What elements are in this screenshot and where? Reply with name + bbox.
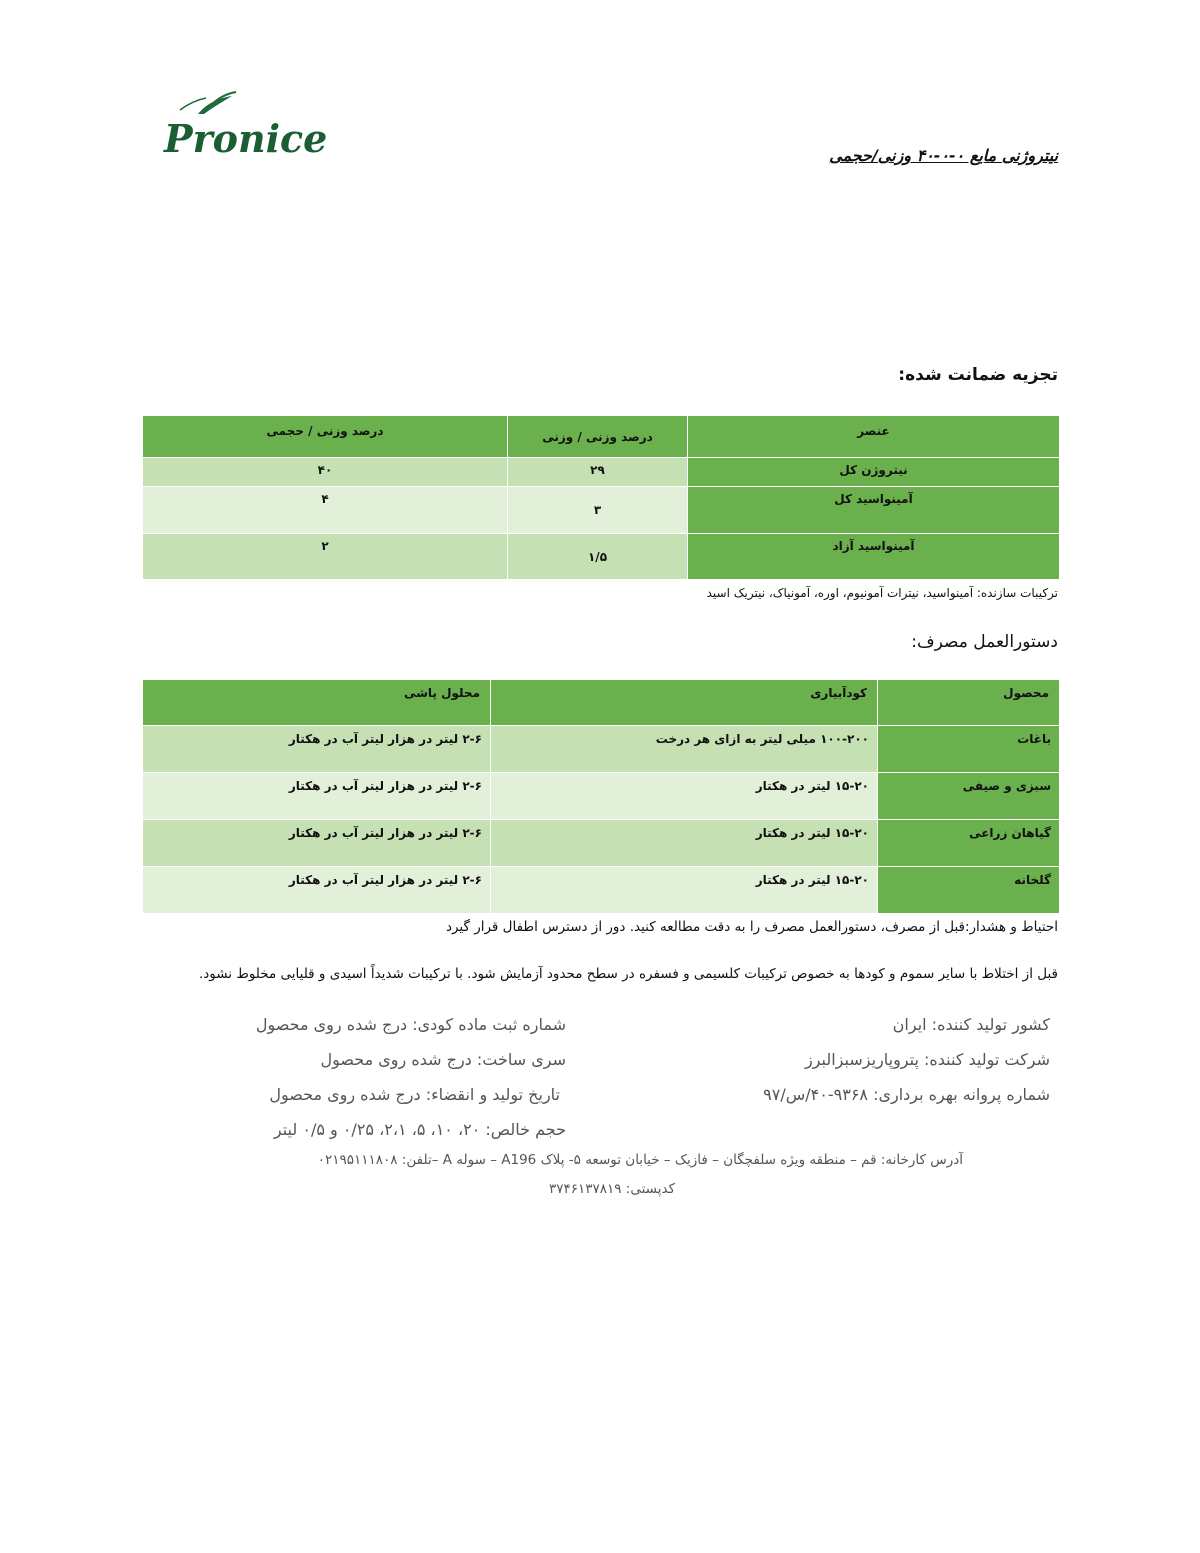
usage-header-row — [143, 680, 1060, 726]
pronice-logo — [160, 92, 328, 162]
registration-info: شماره ثبت ماده کودی: درج شده روی محصول — [255, 1015, 566, 1034]
logo-text: Pronice — [164, 116, 328, 161]
batch-info: سری ساخت: درج شده روی محصول — [320, 1050, 566, 1069]
analysis-heading: تجزیه ضمانت شده: — [898, 365, 1058, 385]
analysis-element: آمینواسید آزاد — [688, 534, 1060, 580]
usage-col-crop: محصول — [878, 680, 1060, 726]
usage-heading: دستورالعمل مصرف: — [911, 632, 1058, 652]
country-info: کشور تولید کننده: ایران — [892, 1015, 1050, 1034]
analysis-wv: ۲ — [143, 534, 508, 580]
usage-crop: گیاهان زراعی — [878, 820, 1060, 867]
usage-crop: سبزی و صیفی — [878, 773, 1060, 820]
table-row — [143, 726, 1060, 773]
table-row — [143, 773, 1060, 820]
usage-crop: گلخانه — [878, 867, 1060, 914]
analysis-wv: ۴ — [143, 487, 508, 534]
dates-info: تاریخ تولید و انقضاء: درج شده روی محصول — [269, 1085, 560, 1104]
analysis-col-element: عنصر — [688, 416, 1060, 458]
caution-text: احتیاط و هشدار:قبل از مصرف، دستورالعمل مصرف را به دقت مطالعه کنید. دور از دسترس اطفال قرار گیرد — [445, 919, 1058, 935]
usage-crop: باغات — [878, 726, 1060, 773]
company-info: شرکت تولید کننده: پتروپاریزسبزالبرز — [804, 1050, 1050, 1069]
analysis-col-ww: درصد وزنی / وزنی — [508, 416, 688, 458]
table-row — [143, 867, 1060, 914]
analysis-wv: ۴۰ — [143, 458, 508, 487]
usage-fertigation: ۱۵-۲۰ لیتر در هکتار — [491, 773, 878, 820]
mixing-warning: قبل از اختلاط با سایر سموم و کودها به خصوص ترکیبات کلسیمی و فسفره در سطح محدود آزمایش شود. با ترکیبات شدیداً اسیدی و قلیایی مخلوط نشود. — [198, 966, 1058, 982]
analysis-table — [142, 415, 1060, 580]
analysis-element: آمینواسید کل — [688, 487, 1060, 534]
analysis-ww: ۲۹ — [508, 458, 688, 487]
analysis-header-row — [143, 416, 1060, 458]
table-row — [143, 820, 1060, 867]
factory-address: آدرس کارخانه: قم – منطقه ویژه سلفچگان – فازیک – خیابان توسعه ۵- پلاک A196 – سوله A –تلفن: ۰۲۱۹۵۱۱۱۸۰۸ — [317, 1152, 963, 1168]
table-row — [143, 487, 1060, 534]
usage-foliar: ۲-۶ لیتر در هزار لیتر آب در هکتار — [143, 820, 491, 867]
analysis-element: نیتروژن کل — [688, 458, 1060, 487]
usage-table — [142, 679, 1060, 914]
usage-col-foliar: محلول پاشی — [143, 680, 491, 726]
volume-info: حجم خالص: ۲۰، ۱۰، ۵، ۲،۱، ۰/۲۵ و ۰/۵ لیتر — [273, 1120, 566, 1139]
usage-fertigation: ۱۵-۲۰ لیتر در هکتار — [491, 867, 878, 914]
usage-foliar: ۲-۶ لیتر در هزار لیتر آب در هکتار — [143, 773, 491, 820]
usage-fertigation: ۱۰۰-۲۰۰ میلی لیتر به ازای هر درخت — [491, 726, 878, 773]
postal-code: کدپستی: ۳۷۴۶۱۳۷۸۱۹ — [549, 1181, 675, 1197]
usage-fertigation: ۱۵-۲۰ لیتر در هکتار — [491, 820, 878, 867]
analysis-col-wv: درصد وزنی / حجمی — [143, 416, 508, 458]
ingredients-text: ترکیبات سازنده: آمینواسید، نیترات آمونیوم، اوره، آمونیاک، نیتریک اسید — [706, 586, 1058, 600]
table-row — [143, 534, 1060, 580]
analysis-ww: ۳ — [508, 487, 688, 534]
usage-foliar: ۲-۶ لیتر در هزار لیتر آب در هکتار — [143, 867, 491, 914]
usage-col-fertigation: کودآبیاری — [491, 680, 878, 726]
usage-foliar: ۲-۶ لیتر در هزار لیتر آب در هکتار — [143, 726, 491, 773]
table-row — [143, 458, 1060, 487]
analysis-ww: ۱/۵ — [508, 534, 688, 580]
license-info: شماره پروانه بهره برداری: ۹۳۶۸-۴۰/س/۹۷ — [763, 1085, 1050, 1104]
page-title: نیتروژنی مایع ۰-۰-۴۰ وزنی/حجمی — [829, 146, 1058, 165]
